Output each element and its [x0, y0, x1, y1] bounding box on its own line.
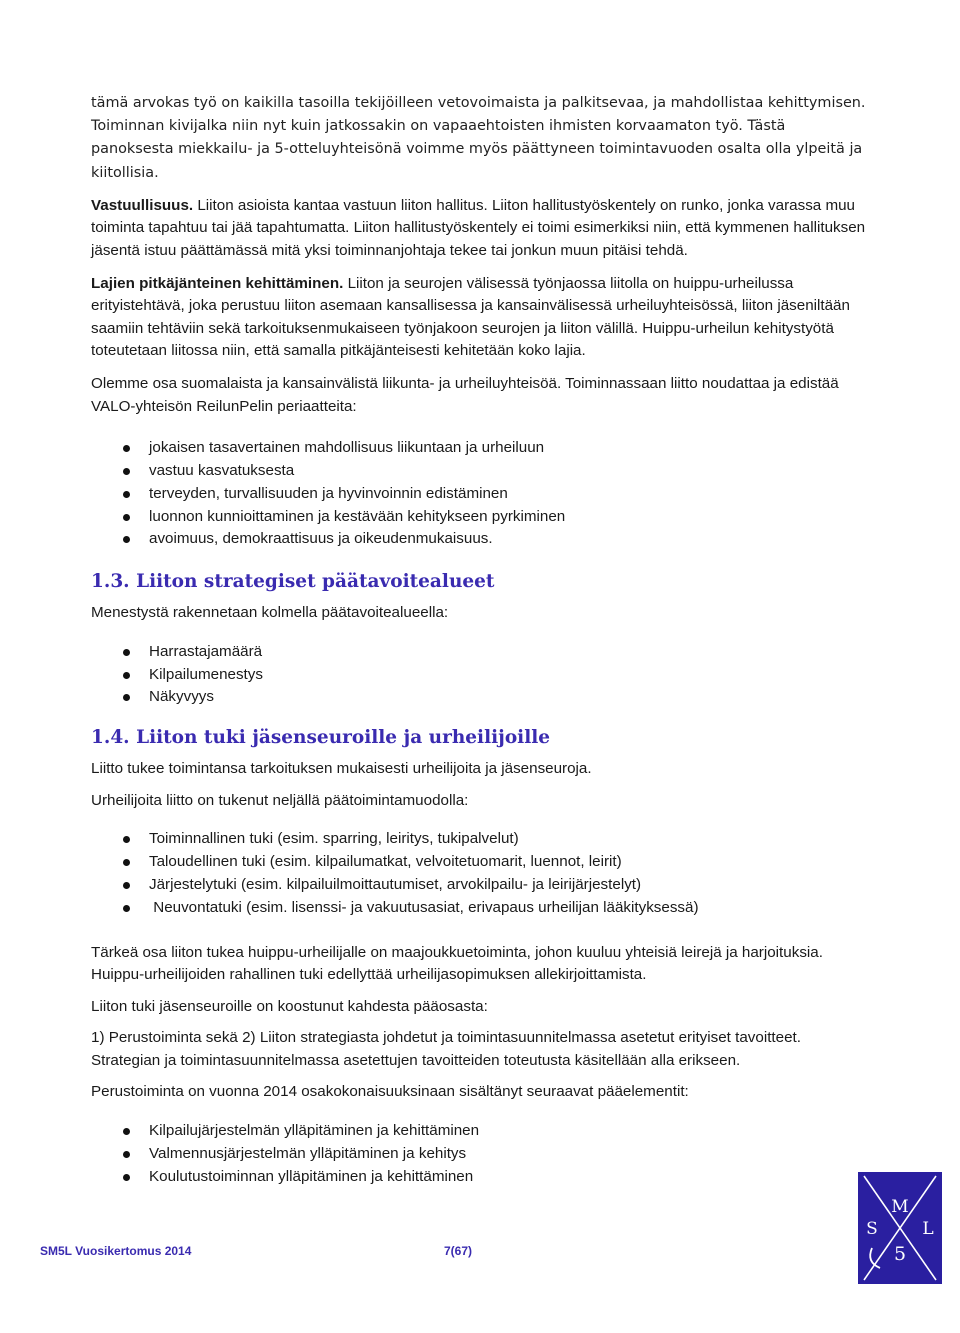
section-1-4-p2: Urheilijoita liitto on tukenut neljällä päätoimintamuodolla: [91, 791, 469, 809]
fairplay-list [91, 437, 871, 551]
section-1-4-p4: Liiton tuki jäsenseuroille on koostunut kahdesta pääosasta: [91, 997, 488, 1015]
vastuullisuus-heading: Vastuullisuus. [91, 196, 194, 214]
section-1-4-p3: Tärkeä osa liiton tukea huippu-urheilijalle on maajoukkuetoiminta, johon kuuluu yhteisiä leirejä ja harjoituksia. Huippu-urheilijoiden rahallinen tuki edellyttää urheilijasopimuksen allekirjoittamista. [91, 943, 823, 984]
list-item: vastuu kasvatuksesta [91, 460, 871, 483]
lajien-text: Liiton ja seurojen välisessä työnjaossa liitolla on huippu-urheilussa erityistehtävä, joka perustuu liiton asemaan kansallisessa ja kansainvälisessä urheiluyhteisössä, liiton jäseniltään saamiin tehtäviin sekä tarkoituksenmukaiseen työnjakoon seurojen ja liiton välillä. Huippu-urheilun kehitystyötä toteutetaan liitossa niin, että samalla pitkäjänteisesti kehitetään koko lajia. [91, 274, 850, 360]
logo-number: 5 [893, 1243, 907, 1265]
list-item: Neuvontatuki (esim. lisenssi- ja vakuutusasiat, erivapaus urheilijan lääkityksessä) [91, 897, 871, 920]
logo-letter-l: L [922, 1219, 934, 1239]
list-item: Toiminnallinen tuki (esim. sparring, leiritys, tukipalvelut) [91, 828, 871, 851]
strategy-list [91, 641, 871, 709]
vastuullisuus-paragraph [91, 195, 871, 263]
basic-activity-list [91, 1120, 871, 1188]
list-item: Koulutustoiminnan ylläpitäminen ja kehittäminen [91, 1166, 871, 1189]
list-item: Taloudellinen tuki (esim. kilpailumatkat, velvoitetuomarit, luennot, leirit) [91, 851, 871, 874]
list-item: terveyden, turvallisuuden ja hyvinvoinnin edistäminen [91, 483, 871, 506]
list-item: jokaisen tasavertainen mahdollisuus liikuntaan ja urheiluun [91, 437, 871, 460]
list-item: Kilpailujärjestelmän ylläpitäminen ja kehittäminen [91, 1120, 871, 1143]
list-item: Kilpailumenestys [91, 664, 871, 687]
section-1-4-p1: Liitto tukee toimintansa tarkoituksen mukaisesti urheilijoita ja jäsenseuroja. [91, 760, 592, 778]
vastuullisuus-text: Liiton asioista kantaa vastuun liiton hallitus. Liiton hallitustyöskentely on runko, jonka varassa muu toiminta tapahtuu tai jää tapahtumatta. Liiton hallitustyöskentely ei toimi esimerkiksi niin, että kymmenen hallituksen jäsentä istuu päättämässä mitä yksi toiminnanjohtaja tekee tai jonkun muun pitäisi tehdä. [91, 196, 866, 259]
page-content [91, 92, 871, 1188]
section-1-3-intro: Menestystä rakennetaan kolmella päätavoitealueella: [91, 604, 449, 622]
footer-title: SM5L Vuosikertomus 2014 [40, 1244, 192, 1258]
list-item: Valmennusjärjestelmän ylläpitäminen ja kehitys [91, 1143, 871, 1166]
olemme-paragraph: Olemme osa suomalaista ja kansainvälistä liikunta- ja urheiluyhteisöä. Toiminnassaan liitto noudattaa ja edistää VALO-yhteisön ReilunPelin periaatteita: [91, 374, 839, 415]
list-item: luonnon kunnioittaminen ja kestävään kehitykseen pyrkiminen [91, 506, 871, 529]
logo-letter-m: M [891, 1197, 909, 1217]
sm5l-logo [858, 1172, 942, 1284]
page-number: 7(67) [444, 1244, 473, 1258]
list-item: Näkyvyys [91, 686, 871, 709]
lajien-paragraph [91, 273, 871, 363]
logo-letter-s: S [866, 1219, 878, 1239]
section-1-4-title: 1.4. Liiton tuki jäsenseuroille ja urheilijoille [91, 727, 551, 749]
section-1-4-p6: Perustoiminta on vuonna 2014 osakokonaisuuksinaan sisältänyt seuraavat pääelementit: [91, 1083, 689, 1101]
list-item: Järjestelytuki (esim. kilpailuilmoittautumiset, arvokilpailu- ja leirijärjestelyt) [91, 874, 871, 897]
list-item: Harrastajamäärä [91, 641, 871, 664]
section-1-3-title: 1.3. Liiton strategiset päätavoitealueet [91, 571, 495, 593]
lajien-heading: Lajien pitkäjänteinen kehittäminen. [91, 274, 344, 292]
intro-paragraph: tämä arvokas työ on kaikilla tasoilla tekijöilleen vetovoimaista ja palkitsevaa, ja mahdollistaa kehittymisen. Toiminnan kivijalka niin nyt kuin jatkossakin on vapaaehtoisten ihmisten korvaamaton työ. Tästä panoksesta miekkailu- ja 5-otteluyhteisönä voimme myös päättyneen toimintavuoden osalta olla ylpeitä ja kiitollisia. [91, 95, 866, 181]
list-item: avoimuus, demokraattisuus ja oikeudenmukaisuus. [91, 528, 871, 551]
support-list [91, 828, 871, 919]
section-1-4-p5: 1) Perustoiminta sekä 2) Liiton strategiasta johdetut ja toimintasuunnitelmassa asetetut erityiset tavoitteet. Strategian ja toimintasuunnitelmassa asetettujen tavoitteiden toteutusta käsitellään alla erikseen. [91, 1029, 801, 1069]
